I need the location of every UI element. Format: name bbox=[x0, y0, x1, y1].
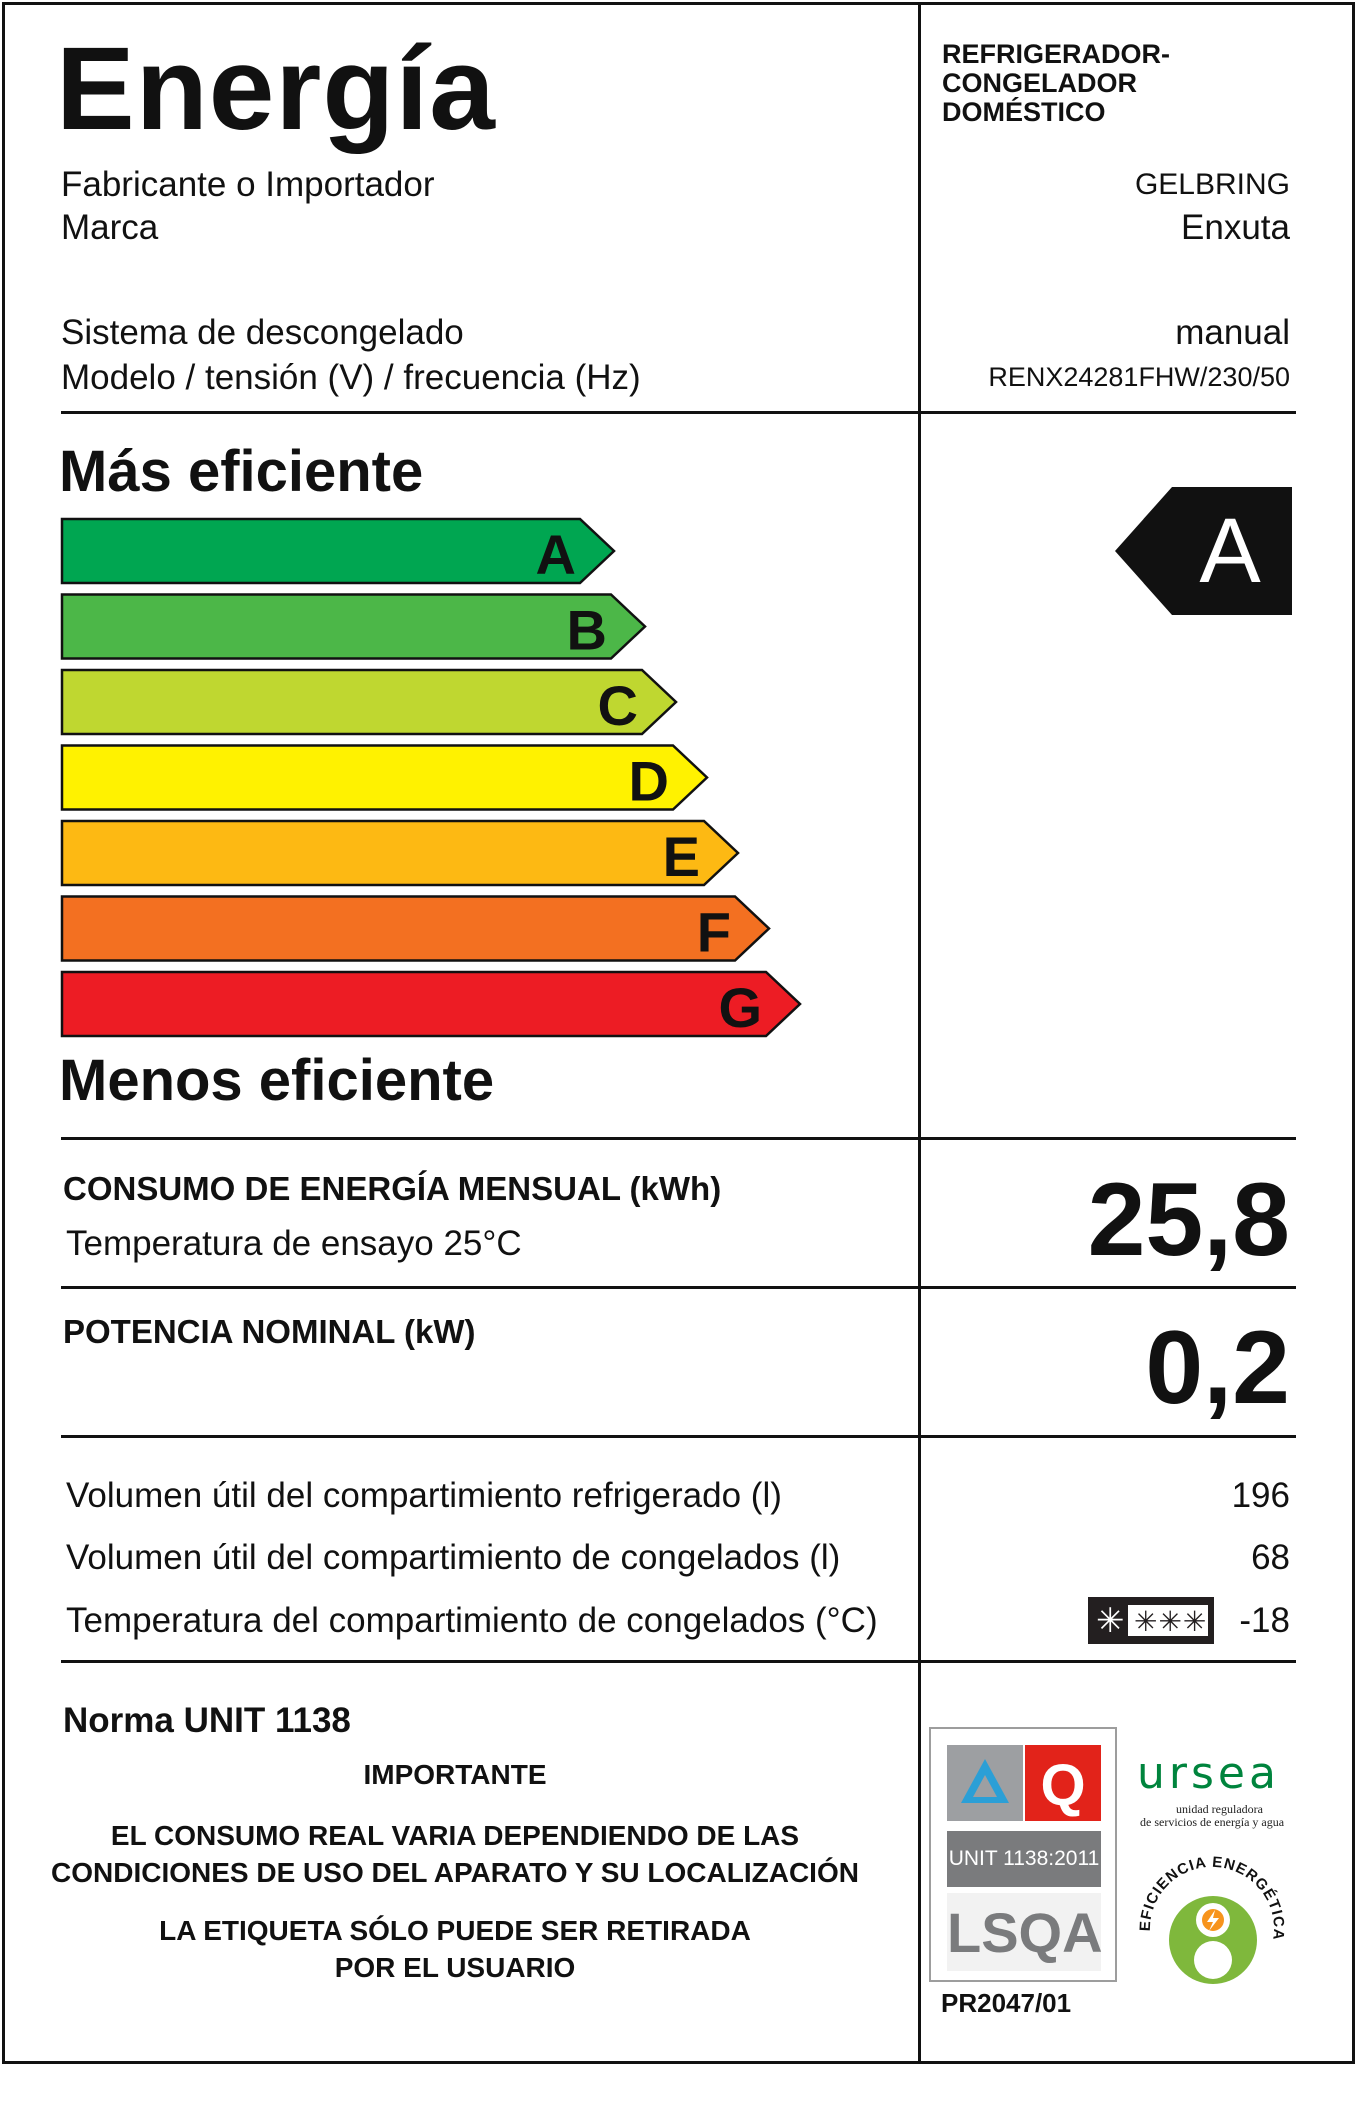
efficiency-letter-b: B bbox=[566, 598, 607, 662]
power-value: 0,2 bbox=[1145, 1310, 1290, 1426]
svg-text:✳: ✳ bbox=[1096, 1602, 1125, 1640]
efficiency-class-c bbox=[62, 670, 676, 737]
four-star-freezer-icon bbox=[1088, 1597, 1214, 1644]
freezer-volume-label: Volumen útil del compartimiento de congelados (l) bbox=[66, 1538, 841, 1577]
efficiency-bar-a bbox=[62, 519, 614, 583]
efficiency-letter-g: G bbox=[718, 976, 762, 1039]
efficiency-bar-g bbox=[62, 972, 800, 1036]
model-label: Modelo / tensión (V) / frecuencia (Hz) bbox=[61, 358, 641, 397]
ursea-logo: ursea bbox=[1137, 1748, 1280, 1799]
rating-indicator bbox=[1115, 487, 1292, 615]
efficiency-class-f bbox=[62, 897, 769, 964]
norm-label: Norma UNIT 1138 bbox=[63, 1701, 351, 1740]
rating-letter: A bbox=[1199, 500, 1261, 602]
energy-efficiency-seal-icon bbox=[1125, 1832, 1295, 2002]
appliance-type: REFRIGERADOR- CONGELADOR DOMÉSTICO bbox=[942, 39, 1170, 127]
svg-text:✳✳✳: ✳✳✳ bbox=[1134, 1606, 1208, 1637]
manufacturer-label: Fabricante o Importador bbox=[61, 165, 435, 204]
notice-consumption: EL CONSUMO REAL VARIA DEPENDIENDO DE LAS CONDICIONES DE USO DEL APARATO Y SU LOCALIZACIÓN bbox=[51, 1820, 859, 1888]
efficiency-letter-e: E bbox=[662, 825, 700, 888]
notice-removal: LA ETIQUETA SÓLO PUEDE SER RETIRADA POR EL USUARIO bbox=[159, 1915, 751, 1983]
power-label: POTENCIA NOMINAL (kW) bbox=[63, 1313, 476, 1350]
svg-text:Q: Q bbox=[1040, 1753, 1086, 1818]
consumption-label: CONSUMO DE ENERGÍA MENSUAL (kWh) bbox=[63, 1170, 722, 1207]
defrost-value: manual bbox=[1175, 313, 1290, 352]
efficiency-bar-d bbox=[62, 746, 707, 810]
brand-label: Marca bbox=[61, 208, 159, 247]
consumption-sublabel: Temperatura de ensayo 25°C bbox=[66, 1224, 522, 1263]
efficiency-class-e bbox=[62, 821, 738, 888]
lsqa-certification bbox=[929, 1727, 1117, 1982]
divider bbox=[61, 1435, 1296, 1438]
seal-text: EFICIENCIA ENERGÉTICA bbox=[1136, 1853, 1288, 1942]
freezer-temp-value: -18 bbox=[1239, 1601, 1290, 1640]
brand-value: Enxuta bbox=[1181, 208, 1290, 247]
efficiency-class-b bbox=[62, 595, 645, 662]
efficiency-bar-b bbox=[62, 595, 645, 659]
freezer-temp-label: Temperatura del compartimiento de congelados (°C) bbox=[66, 1601, 878, 1640]
efficiency-class-d bbox=[62, 746, 707, 813]
divider bbox=[61, 1137, 1296, 1140]
fridge-volume-value: 196 bbox=[1231, 1476, 1290, 1515]
efficiency-letter-f: F bbox=[696, 900, 731, 964]
divider bbox=[61, 1660, 1296, 1663]
efficiency-bar-f bbox=[62, 897, 769, 961]
more-efficient-label: Más eficiente bbox=[59, 439, 424, 504]
manufacturer-value: GELBRING bbox=[1134, 168, 1290, 201]
fridge-volume-label: Volumen útil del compartimiento refrigerado (l) bbox=[66, 1476, 782, 1515]
lsqa-logo-icon bbox=[947, 1745, 1101, 1823]
efficiency-class-a bbox=[62, 519, 614, 586]
model-value: RENX24281FHW/230/50 bbox=[988, 362, 1290, 392]
freezer-volume-value: 68 bbox=[1251, 1538, 1290, 1577]
defrost-label: Sistema de descongelado bbox=[61, 313, 464, 352]
less-efficient-label: Menos eficiente bbox=[59, 1048, 495, 1113]
cert-org: LSQA bbox=[947, 1893, 1101, 1971]
important-heading: IMPORTANTE bbox=[363, 1759, 547, 1790]
efficiency-letter-a: A bbox=[535, 523, 576, 586]
cert-code: PR2047/01 bbox=[941, 1988, 1072, 2018]
efficiency-bar-e bbox=[62, 821, 738, 885]
divider bbox=[61, 1286, 1296, 1289]
efficiency-letter-c: C bbox=[597, 674, 638, 737]
efficiency-letter-d: D bbox=[628, 749, 669, 813]
consumption-value: 25,8 bbox=[1087, 1162, 1290, 1278]
cert-norm: UNIT 1138:2011 bbox=[947, 1831, 1101, 1887]
efficiency-bar-c bbox=[62, 670, 676, 734]
efficiency-class-g bbox=[62, 972, 800, 1039]
ursea-subtitle: unidad reguladora de servicios de energía y agua bbox=[1140, 1802, 1285, 1829]
label-title: Energía bbox=[56, 23, 496, 155]
